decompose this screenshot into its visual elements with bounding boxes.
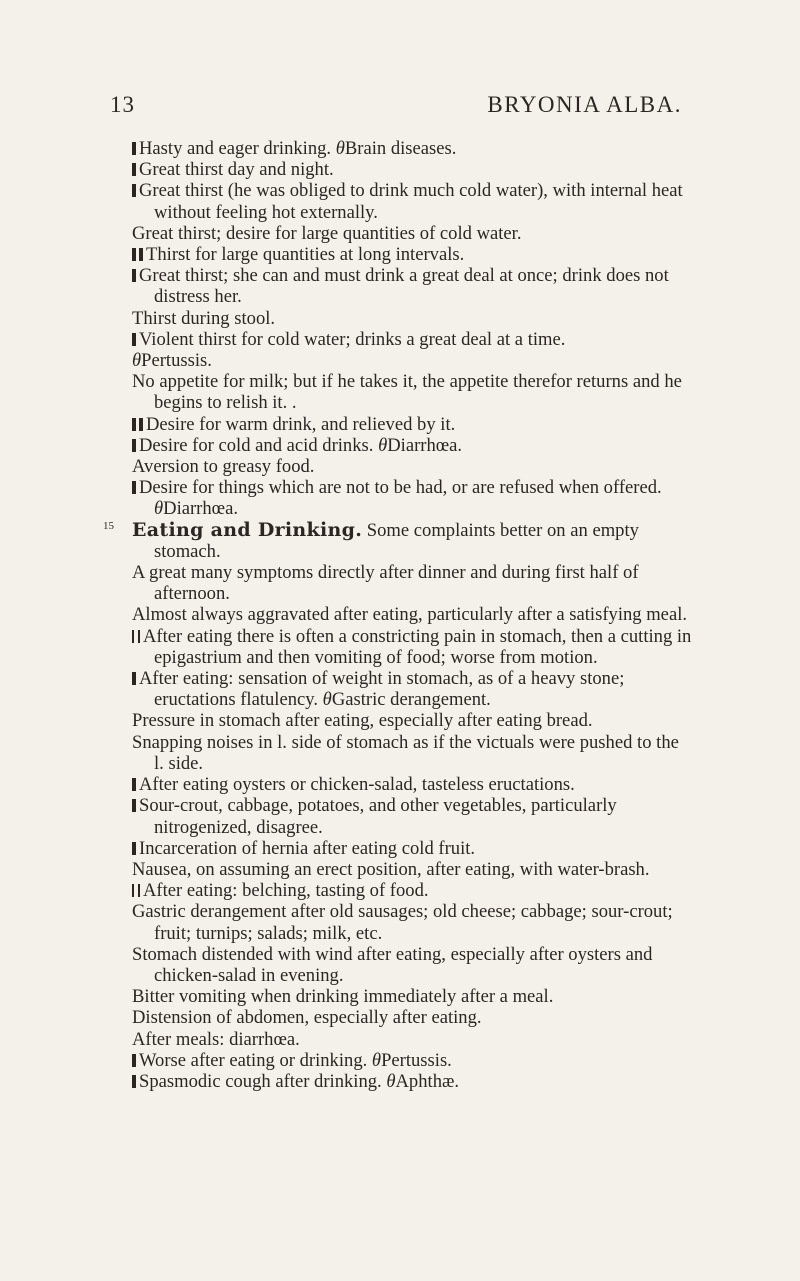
- symptom-text: Bitter vomiting when drinking immediately after a meal.: [132, 986, 554, 1008]
- symptom-entry: [132, 371, 692, 413]
- symptom-entry: [132, 986, 692, 1007]
- symptom-entry: [132, 1050, 692, 1071]
- symptom-entry: [132, 244, 692, 265]
- symptom-text: Thirst for large quantities at long intervals.: [146, 244, 465, 266]
- body-text: [103, 138, 692, 1092]
- theta-icon: θ: [132, 350, 142, 372]
- theta-icon: θ: [322, 689, 332, 711]
- grade-mark-icon: [132, 163, 136, 176]
- symptom-text: Violent thirst for cold water; drinks a great deal at a time.: [139, 328, 566, 350]
- symptom-entry: [132, 223, 692, 244]
- symptom-entry: [132, 265, 692, 307]
- symptom-text: Distension of abdomen, especially after eating.: [132, 1007, 482, 1029]
- symptom-entry: [132, 710, 692, 731]
- disease-name: Gastric derangement.: [331, 689, 491, 711]
- symptom-entry: [132, 944, 692, 986]
- grade-mark-icon: [132, 842, 136, 855]
- grade-mark-icon: [132, 1054, 136, 1067]
- double-grade-mark-icon: [132, 630, 134, 643]
- symptom-text: After eating: belching, tasting of food.: [143, 880, 429, 902]
- symptom-entry: [132, 1071, 692, 1092]
- symptom-text: Pressure in stomach after eating, especially after eating bread.: [132, 710, 593, 732]
- symptom-entry: [132, 1007, 692, 1028]
- symptom-entry: [132, 774, 692, 795]
- symptom-text: Aversion to greasy food.: [132, 456, 315, 478]
- symptom-text: Spasmodic cough after drinking.: [139, 1070, 382, 1092]
- symptom-entry: [132, 477, 692, 519]
- symptom-entry: [132, 435, 692, 456]
- theta-icon: θ: [371, 1049, 382, 1071]
- symptom-entry: [132, 880, 692, 901]
- symptom-text: After eating there is often a constricting pain in stomach, then a cutting in epigastrium and then vomiting of food; worse from motion.: [143, 625, 692, 668]
- grade-mark-icon: [132, 1075, 136, 1088]
- grade-mark-icon: [132, 778, 136, 791]
- grade-mark-icon: [132, 142, 136, 155]
- symptom-text: Nausea, on assuming an erect position, after eating, with water-brash.: [132, 858, 650, 880]
- disease-name: Diarrhœa.: [163, 498, 238, 520]
- double-grade-mark-icon: [132, 884, 134, 897]
- disease-name: Pertussis.: [381, 1049, 452, 1071]
- symptom-text: After eating: sensation of weight in stomach, as of a heavy stone; eructations flatulency.: [139, 668, 625, 711]
- symptom-entry: [132, 350, 692, 371]
- symptom-text: Incarceration of hernia after eating cold fruit.: [139, 837, 476, 859]
- symptom-text: A great many symptoms directly after dinner and during first half of afternoon.: [132, 562, 639, 605]
- symptom-text: Almost always aggravated after eating, particularly after a satisfying meal.: [132, 604, 688, 626]
- symptom-entry: [132, 159, 692, 180]
- symptom-text: Great thirst; desire for large quantities of cold water.: [132, 222, 522, 244]
- symptom-entry: [132, 1029, 692, 1050]
- symptom-entry: [132, 180, 692, 222]
- entries-after: [132, 562, 692, 1092]
- grade-mark-icon: [132, 184, 136, 197]
- symptom-text: Thirst during stool.: [132, 307, 276, 329]
- theta-icon: θ: [378, 434, 388, 456]
- theta-icon: θ: [386, 1070, 396, 1092]
- symptom-entry: [132, 604, 692, 625]
- symptom-entry: [132, 795, 692, 837]
- grade-mark-icon: [132, 481, 136, 494]
- symptom-text: Snapping noises in l. side of stomach as if the victuals were pushed to the l. side.: [132, 731, 679, 774]
- grade-mark-icon: [132, 439, 136, 452]
- symptom-text: After meals: diarrhœa.: [132, 1028, 300, 1050]
- disease-name: Pertussis.: [141, 350, 212, 372]
- symptom-text: No appetite for milk; but if he takes it, the appetite therefor returns and he begins to relish it. .: [132, 371, 682, 414]
- symptom-text: Worse after eating or drinking.: [139, 1049, 368, 1071]
- section-entry: [132, 520, 692, 562]
- section-lead: Some complaints better on an empty stomach.: [154, 519, 639, 562]
- symptom-text: Desire for cold and acid drinks.: [139, 434, 374, 456]
- symptom-entry: [132, 456, 692, 477]
- symptom-text: Great thirst; she can and must drink a great deal at once; drink does not distress her.: [139, 265, 669, 308]
- grade-mark-icon: [132, 269, 136, 282]
- symptom-text: Great thirst day and night.: [139, 159, 334, 181]
- symptom-entry: [132, 562, 692, 604]
- symptom-text: After eating oysters or chicken-salad, tasteless eructations.: [139, 774, 575, 796]
- symptom-text: Sour-crout, cabbage, potatoes, and other vegetables, particularly nitrogenized, disagree.: [139, 795, 617, 838]
- entries-before: [132, 138, 692, 520]
- page-number: 13: [110, 92, 135, 117]
- line-number: 15: [103, 519, 114, 532]
- section-eating-drinking: [103, 518, 692, 562]
- symptom-entry: [132, 668, 692, 710]
- symptom-entry: [132, 329, 692, 350]
- symptom-text: Desire for things which are not to be had, or are refused when offered.: [139, 477, 662, 499]
- running-title: BRYONIA ALBA.: [487, 92, 682, 117]
- disease-name: Brain diseases.: [344, 138, 457, 159]
- symptom-entry: [132, 138, 692, 159]
- section-heading: Eating and Drinking.: [132, 518, 363, 541]
- symptom-text: Desire for warm drink, and relieved by it.: [146, 413, 456, 435]
- double-grade-mark-icon: [132, 248, 136, 261]
- symptom-text: Great thirst (he was obliged to drink much cold water), with internal heat without feeling hot externally.: [139, 180, 683, 223]
- grade-mark-icon: [132, 799, 136, 812]
- symptom-entry: [132, 626, 692, 668]
- double-grade-mark-icon: [132, 418, 136, 431]
- symptom-entry: [132, 308, 692, 329]
- symptom-text: Stomach distended with wind after eating, especially after oysters and chicken-salad in evening.: [132, 943, 653, 986]
- symptom-entry: [132, 838, 692, 859]
- grade-mark-icon: [132, 672, 136, 685]
- disease-name: Aphthæ.: [395, 1070, 460, 1092]
- symptom-text: Gastric derangement after old sausages; old cheese; cabbage; sour-crout; fruit; turnips; salads; milk, etc.: [132, 901, 673, 944]
- theta-icon: θ: [154, 498, 164, 520]
- symptom-entry: [132, 732, 692, 774]
- symptom-entry: [132, 414, 692, 435]
- grade-mark-icon: [132, 333, 136, 346]
- theta-icon: θ: [335, 138, 345, 159]
- symptom-entry: [132, 859, 692, 880]
- symptom-text: Hasty and eager drinking.: [139, 138, 332, 159]
- symptom-entry: [132, 901, 692, 943]
- disease-name: Diarrhœa.: [387, 434, 463, 456]
